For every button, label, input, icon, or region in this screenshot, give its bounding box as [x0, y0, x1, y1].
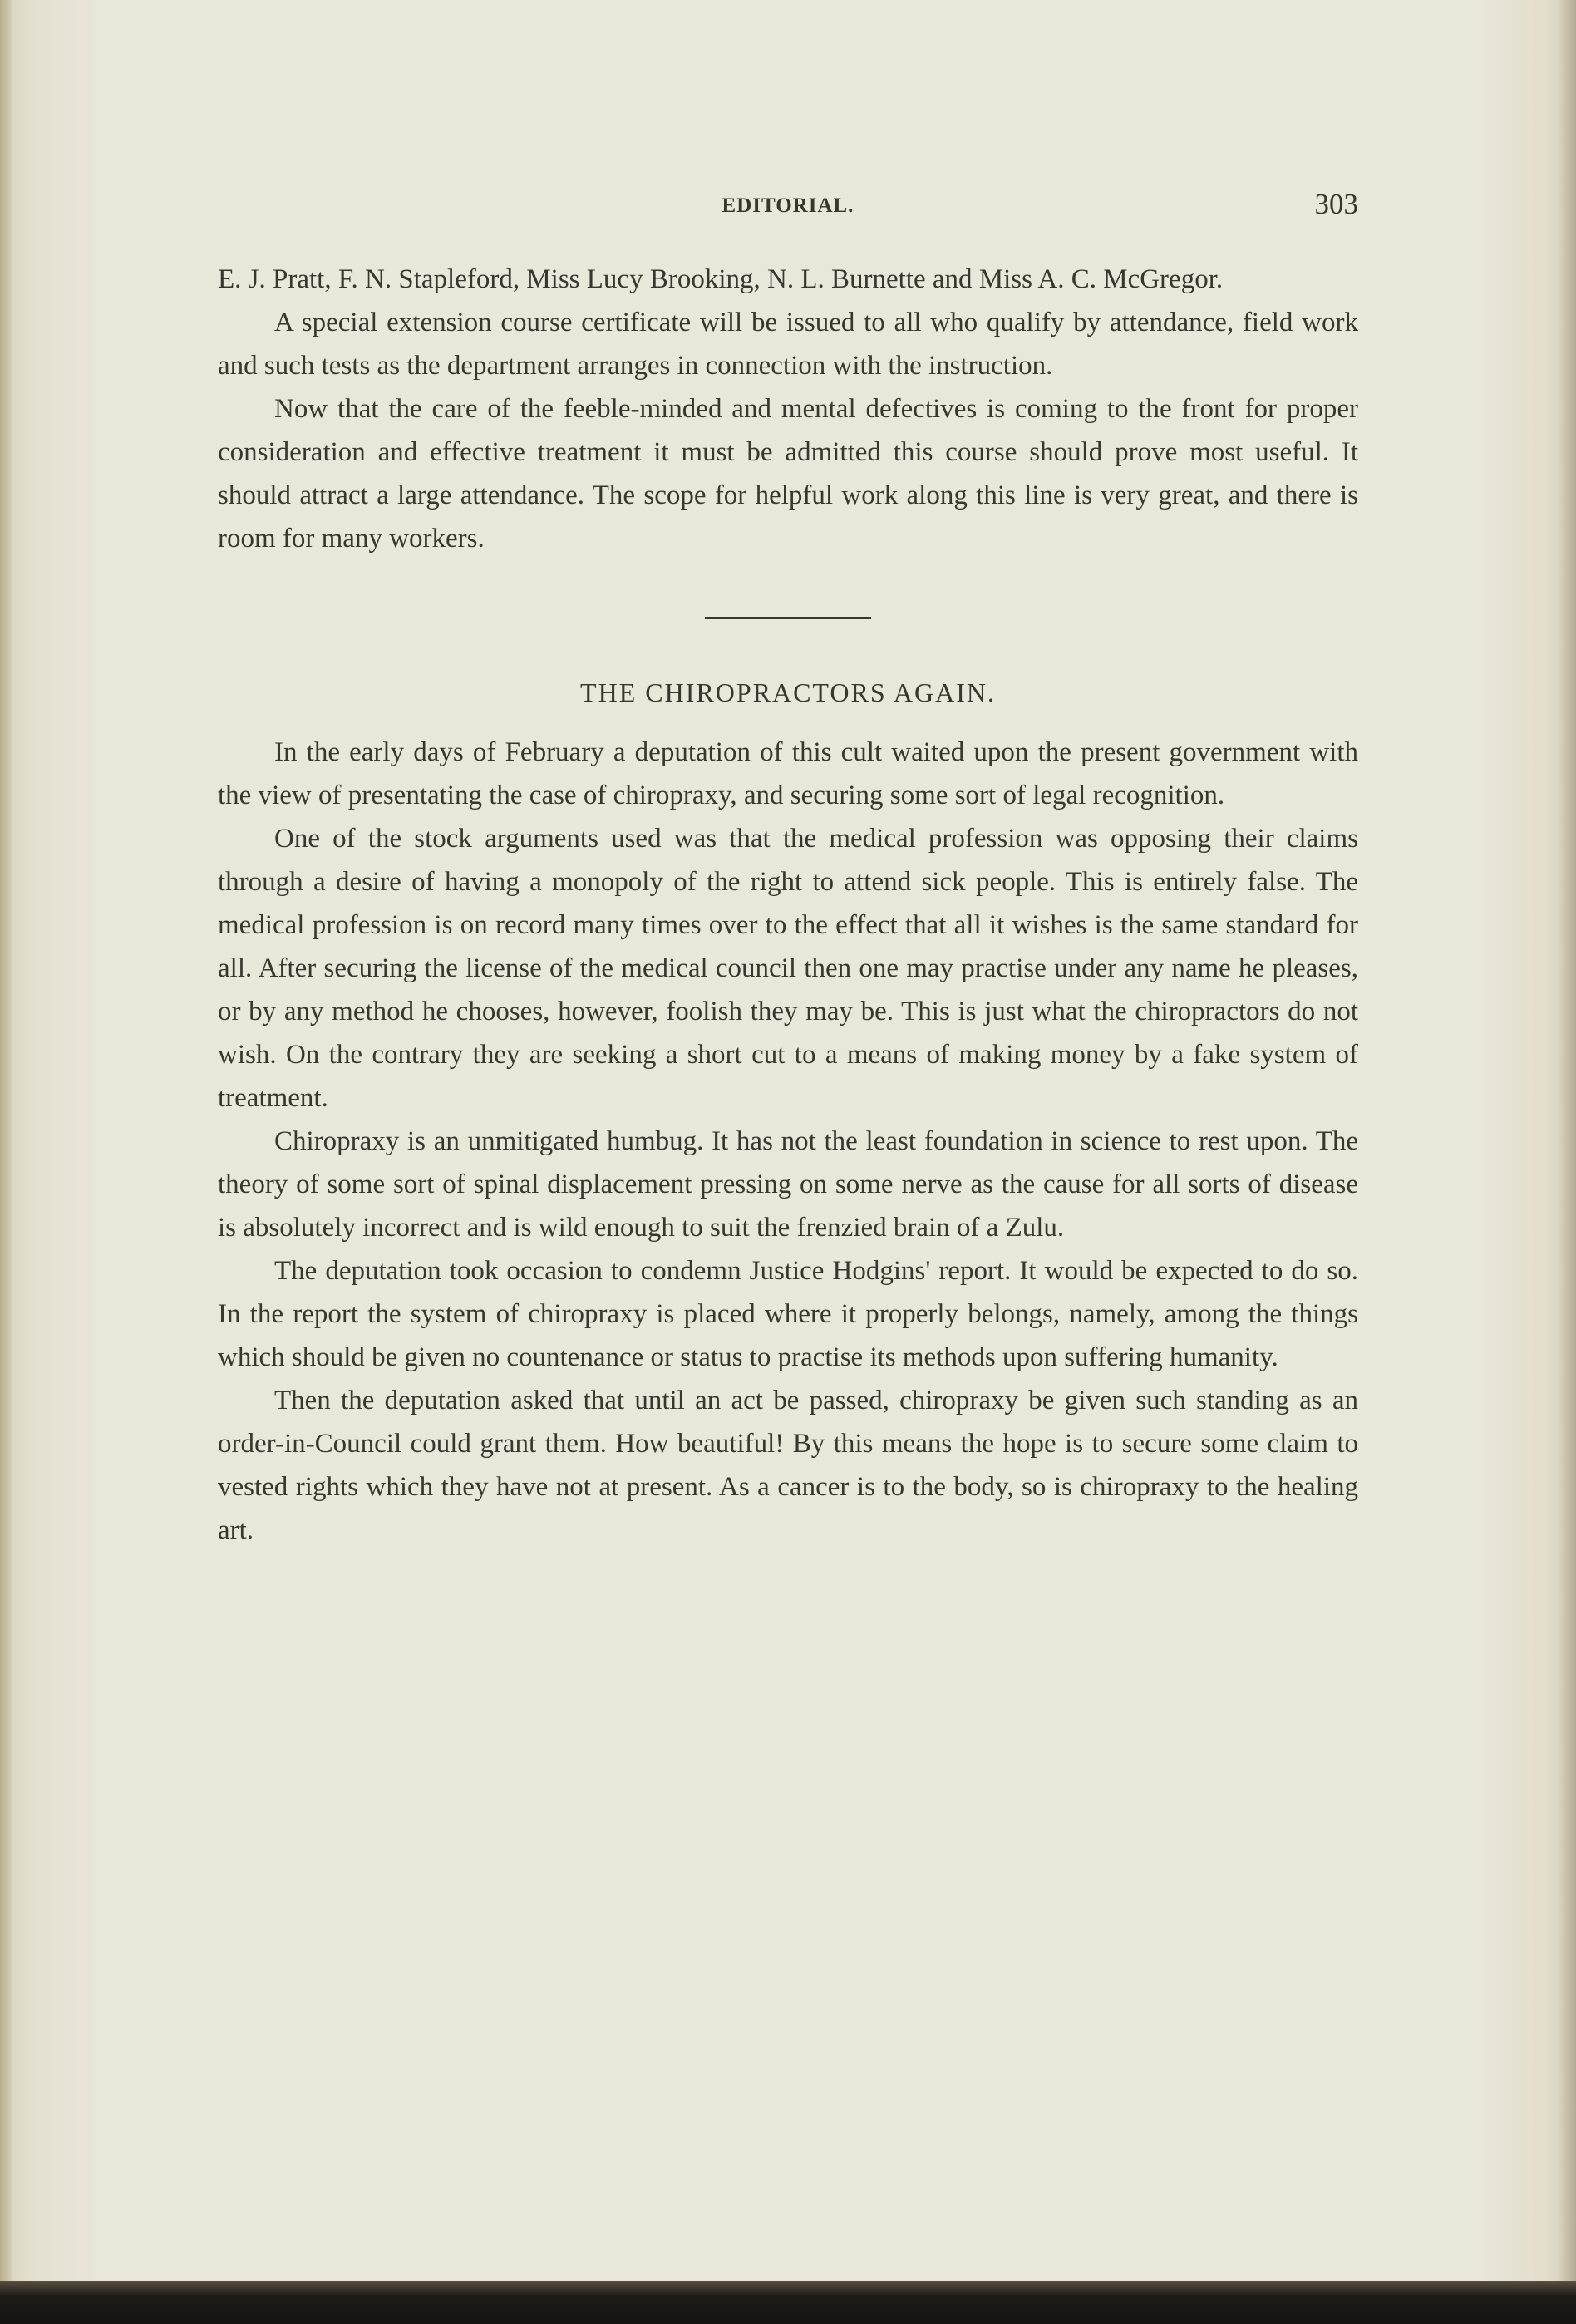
paragraph-continued: E. J. Pratt, F. N. Stapleford, Miss Lucy Brooking, N. L. Burnette and Miss A. C. McGregor. [218, 264, 1224, 294]
page-binding-edge [0, 0, 12, 2324]
running-head: EDITORIAL. [722, 194, 854, 217]
paragraph: One of the stock arguments used was that the medical profession was opposing their claims through a desire of having a monopoly of the right to attend sick people. This is entirely false. The medical profession is on record many times over to the effect that all it wishes is the same standard for all. After securing the license of the medical council then one may practise under any name he pleases, or by any method he chooses, however, foolish they may be. This is just what the chiropractors do not wish. On the contrary they are seeking a short cut to a means of making money by a fake system of treatment. [218, 824, 1358, 1113]
page-content [218, 258, 1358, 1552]
page-edge-shadow [1558, 0, 1576, 2324]
page-number: 303 [1314, 188, 1358, 220]
section-title: THE CHIROPRACTORS AGAIN. [580, 677, 996, 707]
paragraph: A special extension course certificate will be issued to all who qualify by attendance, field work and such tests as the department arranges in connection with the instruction. [218, 308, 1358, 381]
paragraph: Chiropraxy is an unmitigated humbug. It has not the least foundation in science to rest upon. The theory of some sort of spinal displacement pressing on some nerve as the cause for all sorts of disease is absolutely incorrect and is wild enough to suit the frenzied brain of a Zulu. [218, 1126, 1358, 1243]
paragraph: In the early days of February a deputation of this cult waited upon the present government with the view of presentating the case of chiropraxy, and securing some sort of legal recognition. [218, 737, 1358, 810]
paragraph: Then the deputation asked that until an act be passed, chiropraxy be given such standing as an order-in-Council could grant them. How beautiful! By this means the hope is to secure some claim to vested rights which they have not at present. As a cancer is to the body, so is chiropraxy to the healing art. [218, 1386, 1358, 1545]
page-header [218, 188, 1358, 229]
section-divider [705, 617, 871, 619]
paragraph: Now that the care of the feeble-minded and mental defectives is coming to the front for proper consideration and effective treatment it must be admitted this course should prove most useful. It should attract a large attendance. The scope for helpful work along this line is very great, and there is room for many workers. [218, 394, 1358, 554]
scan-bottom-edge [0, 2281, 1576, 2324]
paragraph: The deputation took occasion to condemn Justice Hodgins' report. It would be expected to do so. In the report the system of chiropraxy is placed where it properly belongs, namely, among the things which should be given no countenance or status to practise its methods upon suffering humanity. [218, 1256, 1358, 1372]
